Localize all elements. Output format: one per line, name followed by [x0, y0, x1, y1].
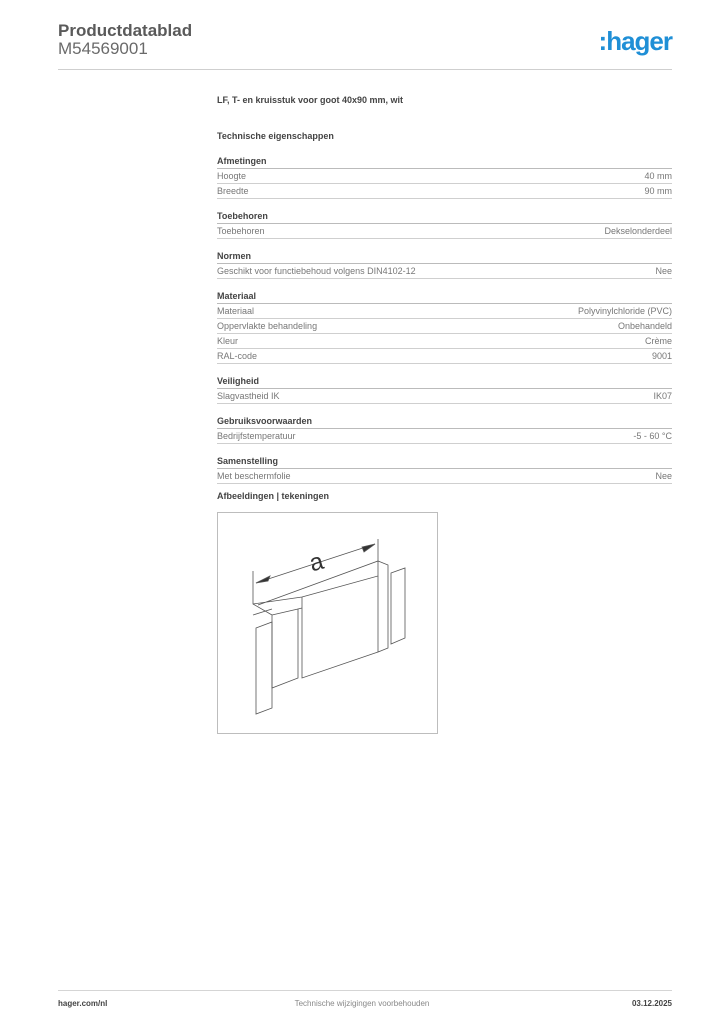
spec-label: Breedte [217, 186, 249, 196]
section-title: Materiaal [217, 289, 672, 304]
footer-disclaimer: Technische wijzigingen voorbehouden [294, 999, 430, 1008]
spec-value: Nee [655, 266, 672, 276]
section-title: Veiligheid [217, 374, 672, 389]
spec-value: 90 mm [644, 186, 672, 196]
spec-value: Nee [655, 471, 672, 481]
spec-label: Slagvastheid IK [217, 391, 280, 401]
document-title: Productdatablad [58, 21, 193, 40]
spec-section [217, 249, 672, 279]
spec-label: Geschikt voor functiebehoud volgens DIN4102-12 [217, 266, 416, 276]
section-title: Afmetingen [217, 154, 672, 169]
spec-value: Onbehandeld [617, 321, 672, 331]
product-description: LF, T- en kruisstuk voor goot 40x90 mm, wit [217, 95, 404, 105]
spec-row [217, 169, 672, 184]
images-heading: Afbeeldingen | tekeningen [217, 491, 330, 501]
footer-divider [58, 990, 672, 991]
spec-section [217, 289, 672, 364]
section-title: Gebruiksvoorwaarden [217, 414, 672, 429]
product-drawing [217, 512, 438, 734]
spec-row [217, 389, 672, 404]
spec-row [217, 184, 672, 199]
header-divider [58, 69, 672, 70]
spec-value: 9001 [651, 351, 672, 361]
spec-sections [217, 154, 672, 494]
spec-row [217, 334, 672, 349]
footer-website-link[interactable]: hager.com/nl [58, 999, 108, 1008]
spec-value: Crème [644, 336, 672, 346]
spec-row [217, 469, 672, 484]
spec-section [217, 374, 672, 404]
spec-label: Materiaal [217, 306, 255, 316]
article-number: M54569001 [58, 39, 148, 58]
spec-row [217, 304, 672, 319]
spec-section [217, 154, 672, 199]
spec-label: Hoogte [217, 171, 247, 181]
spec-label: RAL-code [217, 351, 258, 361]
spec-section [217, 414, 672, 444]
spec-row [217, 264, 672, 279]
spec-row [217, 429, 672, 444]
spec-section [217, 209, 672, 239]
hager-logo: :hager [598, 26, 672, 56]
spec-value: -5 - 60 °C [633, 431, 672, 441]
footer-date: 03.12.2025 [631, 999, 672, 1008]
spec-label: Toebehoren [217, 226, 265, 236]
dimension-label: a [306, 547, 327, 578]
spec-value: 40 mm [644, 171, 672, 181]
spec-section [217, 454, 672, 484]
spec-label: Oppervlakte behandeling [217, 321, 318, 331]
spec-value: IK07 [653, 391, 672, 401]
technical-heading: Technische eigenschappen [217, 131, 334, 141]
spec-value: Polyvinylchloride (PVC) [577, 306, 672, 316]
spec-row [217, 319, 672, 334]
spec-value: Dekselonderdeel [604, 226, 672, 236]
spec-label: Met beschermfolie [217, 471, 291, 481]
section-title: Toebehoren [217, 209, 672, 224]
spec-row [217, 224, 672, 239]
spec-row [217, 349, 672, 364]
spec-label: Kleur [217, 336, 239, 346]
section-title: Samenstelling [217, 454, 672, 469]
section-title: Normen [217, 249, 672, 264]
spec-label: Bedrijfstemperatuur [217, 431, 296, 441]
